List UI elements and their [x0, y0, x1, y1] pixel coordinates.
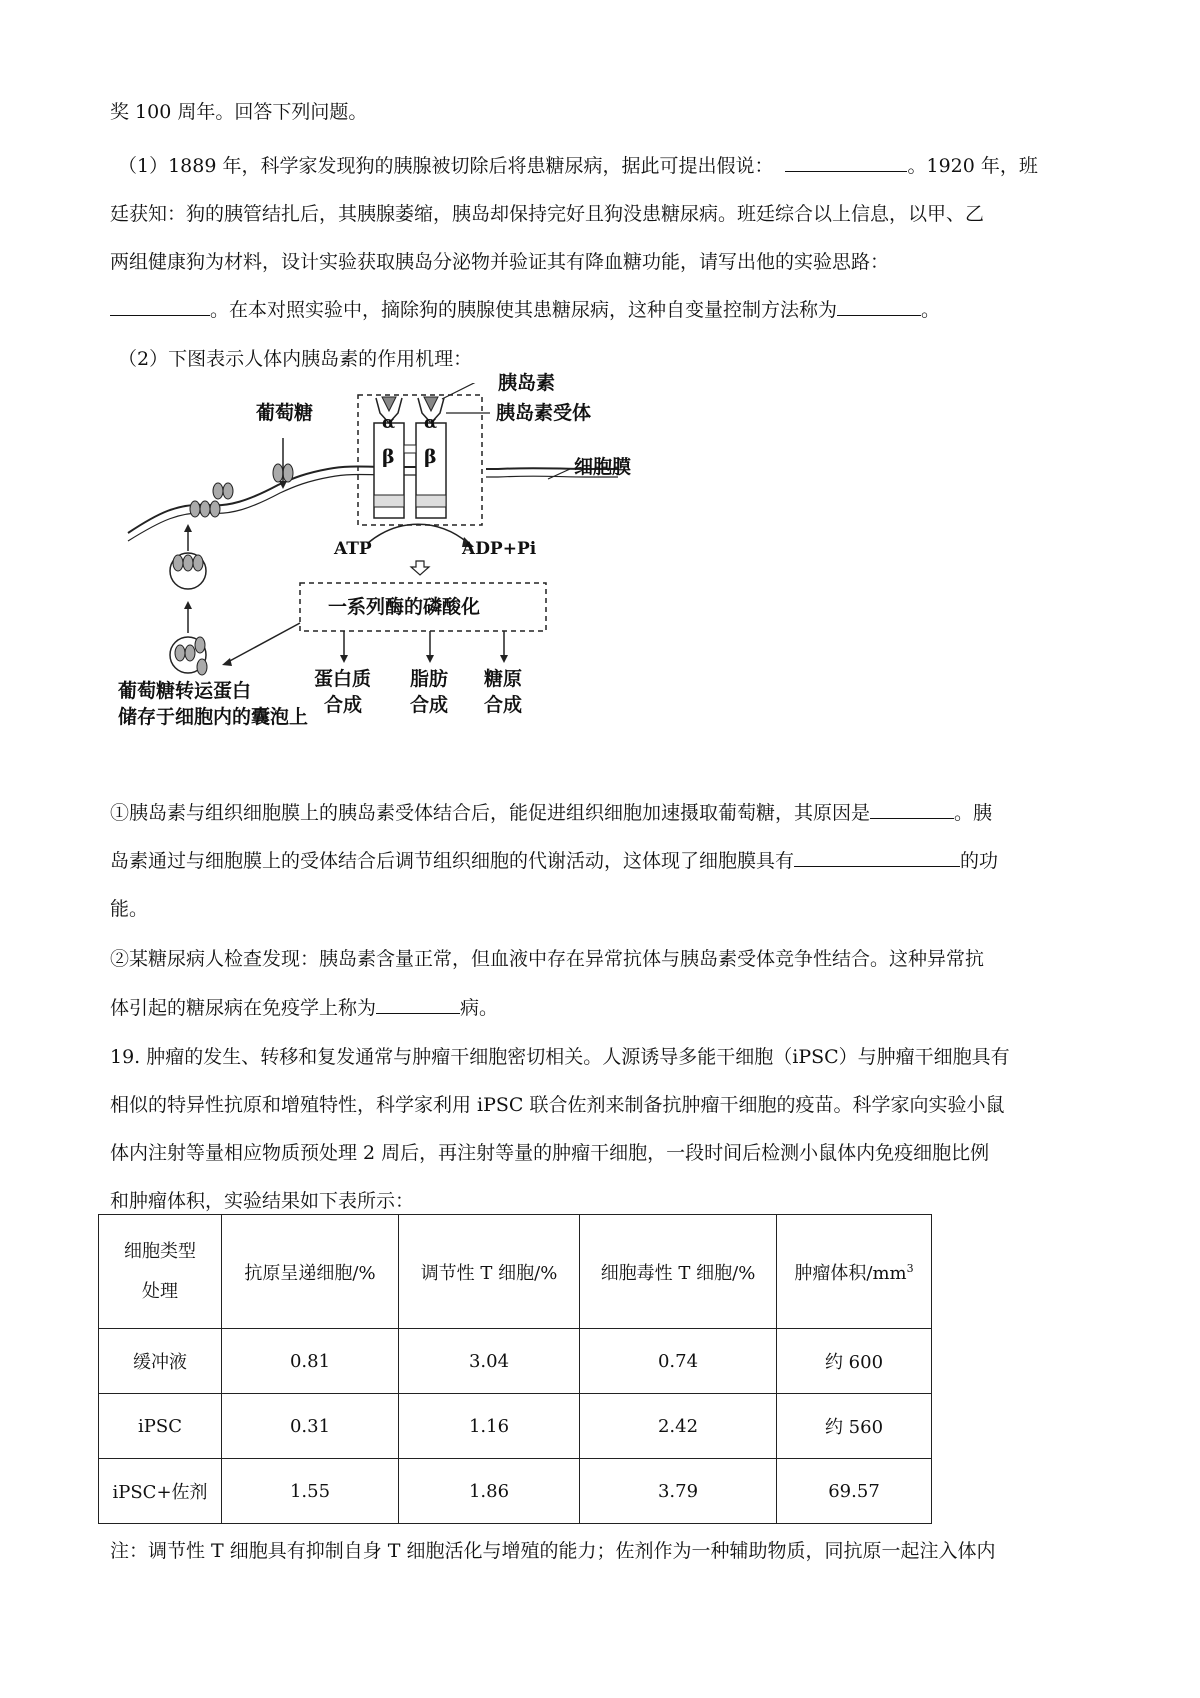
q2-s1-text-c: 岛素通过与细胞膜上的受体结合后调节组织细胞的代谢活动，这体现了细胞膜具有 [110, 850, 795, 872]
q2-blank-reason[interactable] [870, 800, 954, 819]
q2-s1-line2 [110, 846, 1100, 876]
table-cell: 1.86 [399, 1459, 580, 1524]
q2-s1-text-b: 。胰 [954, 802, 993, 824]
label-protein-2: 合成 [324, 694, 363, 716]
table-cell: 1.16 [399, 1394, 580, 1459]
fused-vesicle-transporters [190, 483, 233, 517]
label-beta-1: β [382, 446, 395, 468]
table-row [99, 1329, 932, 1394]
label-beta-2: β [424, 446, 437, 468]
tumor-volume-header: 肿瘤体积/mm [794, 1262, 907, 1284]
insulin-mechanism-diagram [118, 372, 718, 783]
q19-line2: 相似的特异性抗原和增殖特性，科学家利用 iPSC 联合佐剂来制备抗肿瘤干细胞的疫苗。科学家向实验小鼠 [110, 1094, 1005, 1116]
q1-blank-idea[interactable] [110, 297, 210, 316]
q1-blank-hypothesis[interactable] [785, 153, 907, 172]
table-header-row [99, 1215, 932, 1329]
vesicle-upper [170, 553, 206, 589]
q2-s2-line1: ②某糖尿病人检查发现：胰岛素含量正常，但血液中存在异常抗体与胰岛素受体竞争性结合。这种异常抗 [110, 948, 985, 970]
label-alpha-1: α [382, 413, 396, 433]
table-cell: 1.55 [222, 1459, 399, 1524]
q2-s1-line3: 能。 [110, 898, 149, 920]
table-cell: 约 600 [777, 1329, 932, 1394]
label-glucose: 葡萄糖 [256, 402, 314, 424]
q1-text-4: 。在本对照实验中，摘除狗的胰腺使其患糖尿病，这种自变量控制方法称为 [210, 299, 838, 321]
table-header-cell: 调节性 T 细胞/% [399, 1215, 580, 1329]
label-adp: ADP+Pi [462, 539, 537, 559]
table-header-cell: 细胞毒性 T 细胞/% [580, 1215, 777, 1329]
row-label: 缓冲液 [99, 1329, 222, 1394]
table-cell: 0.31 [222, 1394, 399, 1459]
label-phosphorylation: 一系列酶的磷酸化 [328, 596, 481, 618]
label-atp: ATP [334, 539, 372, 559]
q19-line3: 体内注射等量相应物质预处理 2 周后，再注射等量的肿瘤干细胞，一段时间后检测小鼠体内免疫细胞比例 [110, 1142, 990, 1164]
q1-blank-method[interactable] [837, 297, 921, 316]
q2-s1-text-a: ①胰岛素与组织细胞膜上的胰岛素受体结合后，能促进组织细胞加速摄取葡萄糖，其原因是 [110, 802, 871, 824]
label-insulin: 胰岛素 [498, 372, 556, 394]
table-row [99, 1394, 932, 1459]
label-fat-2: 合成 [410, 694, 449, 716]
label-fat-1: 脂肪 [410, 668, 449, 690]
row-label: iPSC+佐剂 [99, 1459, 222, 1524]
q19-line4: 和肿瘤体积，实验结果如下表所示： [110, 1190, 415, 1212]
q1-line1 [118, 151, 1108, 181]
q2-s2-text-b: 体引起的糖尿病在免疫学上称为 [110, 997, 377, 1019]
q1-text-1b: 。1920 年，班 [907, 155, 1038, 177]
q1-text-4b: 。 [921, 299, 941, 321]
label-glycogen-2: 合成 [484, 694, 523, 716]
label-glycogen-1: 糖原 [484, 668, 523, 690]
intro-tail: 奖 100 周年。回答下列问题。 [110, 101, 368, 123]
label-transporter-1: 葡萄糖转运蛋白 [118, 680, 252, 702]
table-cell: 约 560 [777, 1394, 932, 1459]
q1-line4 [110, 295, 1100, 325]
table-header-cell: 抗原呈递细胞/% [222, 1215, 399, 1329]
table-cell: 3.04 [399, 1329, 580, 1394]
corner-top-label: 细胞类型 [124, 1240, 196, 1262]
q2-blank-disease[interactable] [376, 995, 460, 1014]
q2-title: （2）下图表示人体内胰岛素的作用机理： [118, 348, 473, 370]
q19-line1: 19. 肿瘤的发生、转移和复发通常与肿瘤干细胞密切相关。人源诱导多能干细胞（iPSC）与肿瘤干细胞具有 [110, 1046, 1010, 1068]
label-protein-1: 蛋白质 [314, 668, 372, 690]
label-alpha-2: α [424, 413, 438, 433]
q2-s2-text-c: 病。 [460, 997, 499, 1019]
table-cell: 3.79 [580, 1459, 777, 1524]
table-cell: 69.57 [777, 1459, 932, 1524]
membrane-transporter [273, 438, 293, 489]
vesicle-lower [170, 637, 207, 675]
q2-s2-line2 [110, 993, 1100, 1023]
table-cell: 2.42 [580, 1394, 777, 1459]
q2-blank-function[interactable] [794, 848, 960, 867]
table-corner-cell [99, 1215, 222, 1329]
q2-s1-line1 [110, 798, 1100, 828]
q2-s1-text-d: 的功 [960, 850, 999, 872]
results-table [98, 1214, 932, 1524]
label-receptor: 胰岛素受体 [496, 402, 592, 424]
label-membrane: 细胞膜 [574, 456, 632, 478]
q1-line2: 廷获知：狗的胰管结扎后，其胰腺萎缩，胰岛却保持完好且狗没患糖尿病。班廷综合以上信息，以甲、乙 [110, 203, 985, 225]
q1-text-1: （1）1889 年，科学家发现狗的胰腺被切除后将患糖尿病，据此可提出假说： [118, 155, 774, 177]
label-transporter-2: 储存于细胞内的囊泡上 [118, 706, 309, 728]
table-row [99, 1459, 932, 1524]
corner-bottom-label: 处理 [142, 1280, 178, 1302]
table-header-cell [777, 1215, 932, 1329]
table-note: 注：调节性 T 细胞具有抑制自身 T 细胞活化与增殖的能力；佐剂作为一种辅助物质，同抗原一起注入体内 [110, 1540, 996, 1562]
table-cell: 0.74 [580, 1329, 777, 1394]
row-label: iPSC [99, 1394, 222, 1459]
unit-superscript: 3 [906, 1261, 914, 1275]
table-cell: 0.81 [222, 1329, 399, 1394]
q1-line3: 两组健康狗为材料，设计实验获取胰岛分泌物并验证其有降血糖功能，请写出他的实验思路： [110, 251, 890, 273]
